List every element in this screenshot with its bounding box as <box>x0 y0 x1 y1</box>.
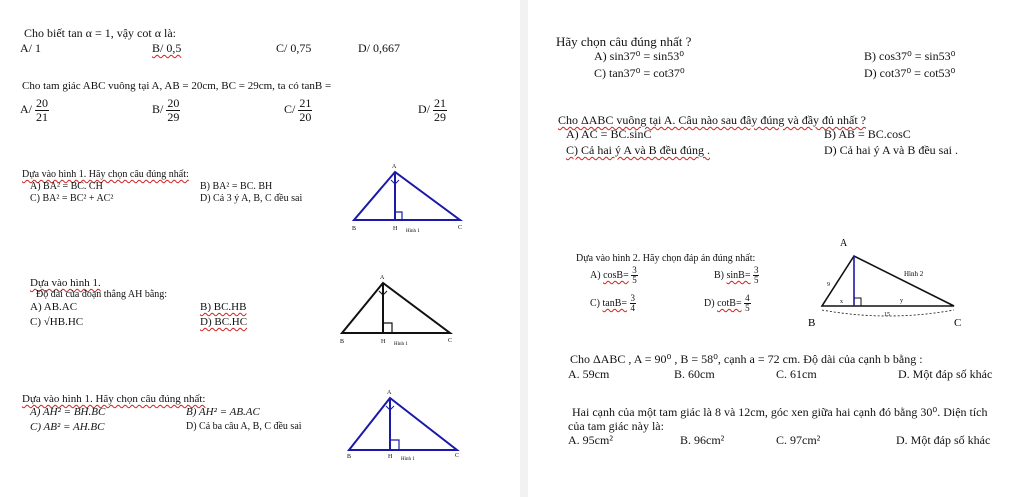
q10-option-b: B. 96cm² <box>680 433 725 447</box>
figure-1-triangle-2 <box>338 275 458 345</box>
svg-text:Hình 1: Hình 1 <box>401 457 415 462</box>
q4-option-c: C) √HB.HC <box>30 316 84 328</box>
q9-option-d: D. Một đáp số khác <box>898 367 993 381</box>
q10-option-c: C. 97cm² <box>776 433 821 447</box>
right-page <box>528 0 1024 497</box>
figure-1-label-a: A <box>392 164 397 170</box>
q1-option-b: B/ 0,5 <box>152 41 182 55</box>
figure-2-label-c: C <box>954 317 962 329</box>
figure-1-caption: Hình 1 <box>406 229 420 234</box>
q7-option-b: B) AB = BC.cosC <box>824 127 911 141</box>
q2-option-c: C/ $\frac{21}{20}$ <box>284 96 312 124</box>
q6-option-a: A) sin37⁰ = sin53⁰ <box>594 49 685 63</box>
q9-option-a: A. 59cm <box>568 367 610 381</box>
q9-option-b: B. 60cm <box>674 367 715 381</box>
svg-text:H: H <box>388 454 393 460</box>
q2-option-a: A/ $\frac{20}{21}$ <box>20 96 48 124</box>
q7-option-a: A) AC = BC.sinC <box>566 127 652 141</box>
figure-1-label-c: C <box>458 225 463 231</box>
q3-stem: Dựa vào hình 1. Hãy chọn câu đúng nhất: <box>22 169 189 180</box>
q8-option-c: C) tanB= $\frac{3}{4}$ <box>590 293 636 314</box>
figure-2-label-a: A <box>840 238 848 249</box>
q4-option-a: A) AB.AC <box>30 301 78 313</box>
svg-text:H: H <box>381 339 386 345</box>
q5-option-b: B) AH² = AB.AC <box>186 406 260 418</box>
page-gutter <box>520 0 528 497</box>
q8-option-d: D) cotB= $\frac{4}{5}$ <box>704 293 750 314</box>
q5-option-d: D) Cả ba câu A, B, C đều sai <box>186 421 302 432</box>
figure-2-side-bc: 15 <box>884 312 890 318</box>
figure-2-side-y: y <box>900 298 903 304</box>
q8-stem: Dựa vào hình 2. Hãy chọn đáp án đúng nhất: <box>576 253 756 264</box>
q6-option-b: B) cos37⁰ = sin53⁰ <box>864 49 956 63</box>
q5-option-c: C) AB² = AH.BC <box>30 421 105 433</box>
q8-option-b: B) sinB= $\frac{3}{5}$ <box>714 265 759 286</box>
svg-text:C: C <box>448 338 453 344</box>
figure-2-side-x: x <box>840 299 843 305</box>
figure-1-label-h: H <box>393 226 398 232</box>
svg-text:Hình 1: Hình 1 <box>394 342 408 347</box>
figure-2-triangle <box>804 236 984 331</box>
q7-stem: Cho ΔABC vuông tại A. Câu nào sau đây đúng và đầy đủ nhất ? <box>558 113 867 127</box>
q9-option-c: C. 61cm <box>776 367 817 381</box>
q1-option-a: A/ 1 <box>20 41 41 55</box>
q6-option-c: C) tan37⁰ = cot37⁰ <box>594 66 685 80</box>
figure-1-triangle-3 <box>345 390 465 460</box>
svg-text:A: A <box>380 275 385 281</box>
q10-stem: Hai cạnh của một tam giác là 8 và 12cm, góc xen giữa hai cạnh đó bằng 30⁰. Diện tích <box>572 405 988 419</box>
figure-2-side-ab: 9 <box>827 282 830 288</box>
q2-option-d: D/ $\frac{21}{29}$ <box>418 96 446 124</box>
figure-2-caption: Hình 2 <box>904 270 924 278</box>
q5-stem: Dựa vào hình 1. Hãy chọn câu đúng nhất: <box>22 393 206 405</box>
q6-option-d: D) cot37⁰ = cot53⁰ <box>864 66 956 80</box>
q3-option-b: B) BA² = BC. BH <box>200 181 273 192</box>
svg-text:B: B <box>347 454 352 460</box>
q3-option-a: A) BA² = BC. CH <box>30 181 103 192</box>
q1-option-d: D/ 0,667 <box>358 41 400 55</box>
q4-stem: Dựa vào hình 1. <box>30 277 101 289</box>
q8-option-a: A) cosB= $\frac{3}{5}$ <box>590 265 637 286</box>
figure-2-label-b: B <box>808 317 816 329</box>
figure-1-triangle <box>350 162 470 232</box>
svg-text:C: C <box>455 453 460 459</box>
q1-option-c: C/ 0,75 <box>276 41 312 55</box>
q1-stem: Cho biết tan α = 1, vậy cot α là: <box>24 26 176 40</box>
q10-option-d: D. Một đáp số khác <box>896 433 991 447</box>
q2-stem: Cho tam giác ABC vuông tại A, AB = 20cm, BC = 29cm, ta có tanB = <box>22 80 332 92</box>
q5-option-a: A) AH² = BH.BC <box>30 406 106 418</box>
q2-option-b: B/ $\frac{20}{29}$ <box>152 96 180 124</box>
svg-text:A: A <box>387 390 392 396</box>
q9-stem: Cho ΔABC , A = 90⁰ , B = 58⁰, cạnh a = 72 cm. Độ dài của cạnh b bằng : <box>570 352 923 366</box>
q4-stem2: Độ dài của đoạn thẳng AH bằng: <box>36 289 168 300</box>
q4-option-d: D) BC.HC <box>200 316 248 328</box>
q3-option-d: D) Cả 3 ý A, B, C đều sai <box>200 193 303 204</box>
svg-text:B: B <box>340 339 345 345</box>
q6-stem: Hãy chọn câu đúng nhất ? <box>556 34 692 49</box>
q7-option-c: C) Cả hai ý A và B đều đúng . <box>566 143 710 157</box>
q4-option-b: B) BC.HB <box>200 301 247 313</box>
q7-option-d: D) Cả hai ý A và B đều sai . <box>824 143 958 157</box>
q3-option-c: C) BA² = BC² + AC² <box>30 193 114 204</box>
q10-option-a: A. 95cm² <box>568 433 613 447</box>
figure-1-label-b: B <box>352 226 357 232</box>
q10-stem2: của tam giác này là: <box>568 419 664 433</box>
